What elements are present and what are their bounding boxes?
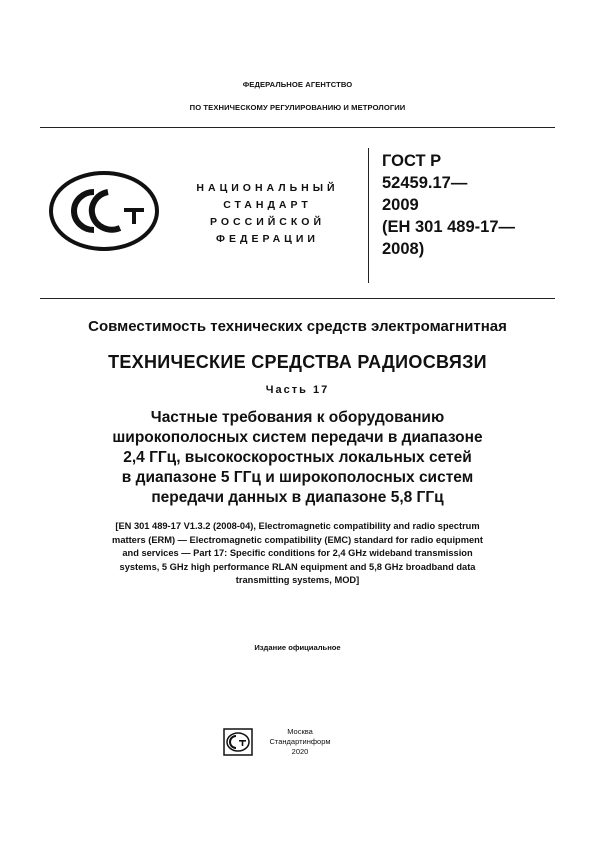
subtitle-line: Частные требования к оборудованию bbox=[150, 409, 445, 426]
subtitle-line: широкополосных систем передачи в диапазоне bbox=[112, 429, 483, 446]
general-title: Совместимость технических средств электромагнитная bbox=[88, 318, 507, 335]
designation-line: 2009 bbox=[382, 196, 419, 214]
reference-line: matters (ERM) — Electromagnetic compatibility (EMC) standard for radio equipment bbox=[112, 534, 483, 545]
designation-line: 52459.17— bbox=[382, 174, 468, 192]
reference-line: systems, 5 GHz high performance RLAN equipment and 5,8 GHz broadband data bbox=[119, 561, 476, 572]
reference-line: [EN 301 489-17 V1.3.2 (2008-04), Electromagnetic compatibility and radio spectrum bbox=[115, 521, 480, 531]
publication-year: 2020 bbox=[291, 747, 309, 756]
agency-name-line2: ПО ТЕХНИЧЕСКОМУ РЕГУЛИРОВАНИЮ И МЕТРОЛОГИИ bbox=[189, 103, 406, 112]
part-number: Часть 17 bbox=[265, 384, 330, 396]
designation-line: ГОСТ Р bbox=[382, 152, 442, 170]
official-edition-note: Издание официальное bbox=[254, 643, 341, 652]
standard-label-line: РОССИЙСКОЙ bbox=[210, 216, 325, 228]
standard-label-line: ФЕДЕРАЦИИ bbox=[216, 233, 319, 245]
designation-divider bbox=[368, 148, 369, 283]
reference-line: transmitting systems, MOD] bbox=[235, 575, 360, 585]
reference-line: and services — Part 17: Specific conditions for 2,4 GHz wideband transmission bbox=[122, 548, 473, 558]
designation-line: (ЕН 301 489-17— bbox=[382, 218, 515, 236]
publisher-name: Стандартинформ bbox=[269, 737, 331, 746]
title-divider bbox=[40, 298, 555, 299]
standard-label-line: СТАНДАРТ bbox=[223, 199, 312, 211]
subtitle bbox=[0, 408, 595, 508]
standard-label-line: НАЦИОНАЛЬНЫЙ bbox=[196, 182, 339, 194]
publisher-city: Москва bbox=[287, 727, 313, 736]
agency-name-line1: ФЕДЕРАЛЬНОЕ АГЕНТСТВО bbox=[242, 80, 353, 89]
header-divider bbox=[40, 127, 555, 128]
standard-designation bbox=[382, 150, 552, 260]
main-title: ТЕХНИЧЕСКИЕ СРЕДСТВА РАДИОСВЯЗИ bbox=[108, 352, 487, 372]
subtitle-line: передачи данных в диапазоне 5,8 ГГц bbox=[151, 489, 444, 506]
national-standard-label bbox=[180, 180, 355, 248]
standartinform-logo-icon bbox=[223, 728, 253, 756]
subtitle-line: в диапазоне 5 ГГц и широкополосных систем bbox=[121, 469, 474, 486]
subtitle-line: 2,4 ГГц, высокоскоростных локальных сетей bbox=[123, 449, 472, 466]
international-reference bbox=[40, 520, 555, 588]
rst-gost-logo-icon bbox=[48, 170, 160, 252]
designation-line: 2008) bbox=[382, 240, 425, 258]
publisher-info bbox=[250, 727, 350, 757]
